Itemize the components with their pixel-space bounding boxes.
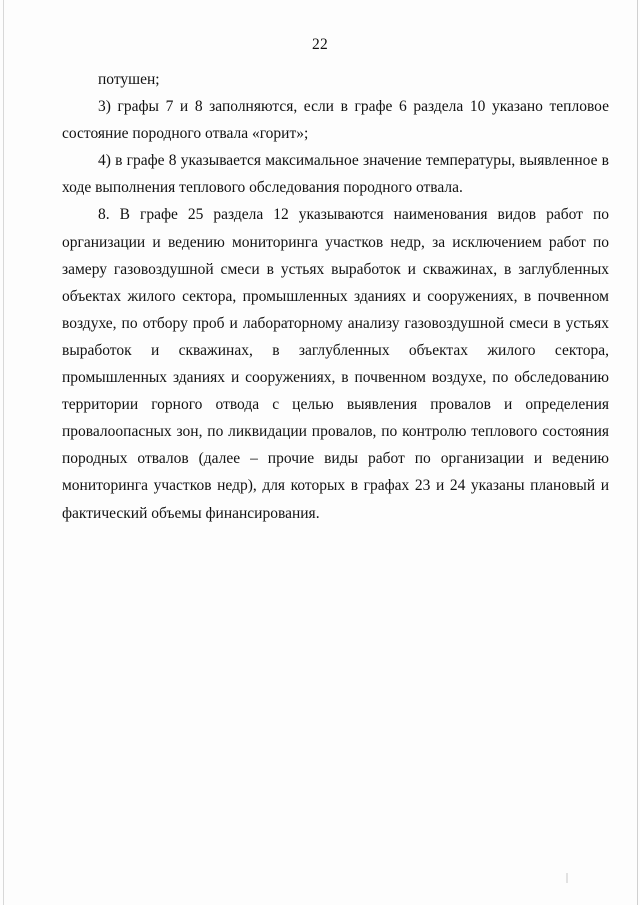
section-8-paragraph: 8. В графе 25 раздела 12 указываются наименования видов работ по организации и ведению мониторинга участков недр, за исключением работ по замеру газовоздушной смеси в устьях выработок и скважинах, в заглубленных объектах жилого сектора, промышленных зданиях и сооружениях, в почвенном воздухе, по отбору проб и лабораторному анализу газовоздушной смеси в устьях выработок и скважинах, в заглубленных объектах жилого сектора, промышленных зданиях и сооружениях, в почвенном воздухе, по обследованию территории горного отвода с целью выявления провалов и определения провалоопасных зон, по ликвидации провалов, по контролю теплового состояния породных отвалов (далее – прочие виды работ по организации и ведению мониторинга участков недр), для которых в графах 23 и 24 указаны плановый и фактический объемы финансирования. xyxy=(62,206,609,522)
paragraph-continuation: потушен; xyxy=(98,71,160,88)
scan-edge-right xyxy=(637,0,638,905)
document-body xyxy=(62,66,609,527)
scan-artifact xyxy=(566,873,568,883)
page-number: 22 xyxy=(311,36,329,53)
list-item-3: 3) графы 7 и 8 заполняются, если в графе 6 раздела 10 указано тепловое состояние породного отвала «горит»; xyxy=(62,98,609,143)
scan-edge-left xyxy=(3,0,4,905)
list-item-4: 4) в графе 8 указывается максимальное значение температуры, выявленное в ходе выполнения теплового обследования породного отвала. xyxy=(62,152,609,197)
